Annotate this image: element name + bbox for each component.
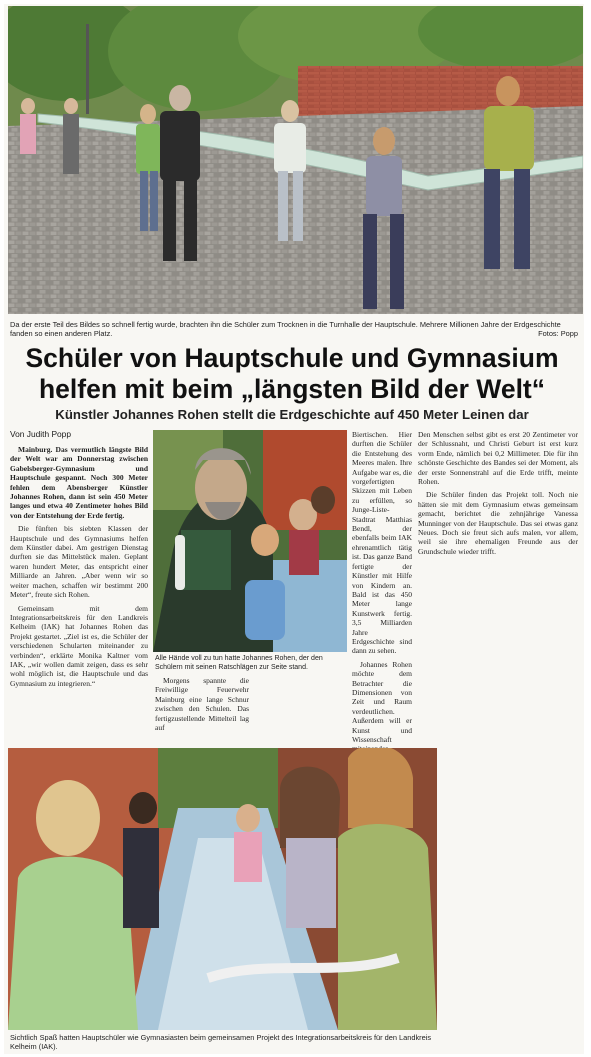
subheadline: Künstler Johannes Rohen stellt die Erdgeschichte auf 450 Meter Leinen dar [55, 407, 529, 422]
top-photo-caption-text: Da der erste Teil des Bildes so schnell fertig wurde, brachten ihn die Schüler zum Trocknen in die Turnhalle der Hauptschule. Mehrere Millionen Jahre der Erdgeschichte fanden so einen anderen Platz. [10, 320, 561, 338]
paragraph: Johannes Rohen möchte dem Betrachter die Dimensionen von Zeit und Raum verdeutlichen. Außerdem will er Kunst und Wissenschaft [352, 659, 412, 744]
top-photo [8, 6, 583, 314]
paragraph: Die Schüler finden das Projekt toll. Noch nie hätten sie mit dem Gymnasium etwas gemeinsam gemacht, berichtet die zehnjährige Vanessa Munninger von der Hauptschule. Das sei etwas ganz Neues. Doch sie freut sich aufs malen, vor allem, weil sie ihre ehemaligen Freunde aus der Grundschule wieder trifft. [418, 490, 578, 556]
lead-paragraph: Mainburg. Das vermutlich längste Bild der Welt war am Donnerstag zwischen Gabelsberger-Gymnasium und Hauptschule gespannt. Noch 300 Meter fehlen dem Abensberger Künstler Johannes Rohen, dann ist sein 450 Meter langes und etwa 40 Zentimeter hohes Bild von der Entstehung der Erde fertig. [10, 445, 148, 520]
top-photo-caption [10, 320, 578, 338]
paragraph: Gemeinsam mit dem Integrationsarbeitskreis für den Landkreis Kelheim (IAK) hat Johannes Rohen das Projekt gestartet. „Ziel ist es, die Schüler der verschiedenen Schularten miteinander zu verbinden“, erklärte Monika Kaltner vom IAK, „wir wollen damit zeigen, dass es sehr wohl möglich ist, die Hauptschule und das Gymnasium zu integrieren.“ [10, 603, 148, 688]
bottom-photo-caption: Sichtlich Spaß hatten Hauptschüler wie Gymnasiasten beim gemeinsamen Projekt des Integrationsarbeitskreis für den Landkreis Kelheim (IAK). [10, 1033, 432, 1051]
bottom-photo [8, 748, 437, 1030]
middle-photo [153, 430, 347, 652]
article-column-2 [155, 676, 249, 736]
headline-line-2: helfen mit beim „längsten Bild der Welt“ [38, 374, 546, 404]
headline-line-1: Schüler von Hauptschule und Gymnasium [25, 343, 559, 373]
article-column-4 [418, 430, 578, 560]
paragraph: Morgens spannte die Freiwillige Feuerwehr Mainburg eine lange Schnur zwischen den Schulen. Das fertigzustellende Mittelteil lag auf [155, 676, 249, 733]
middle-photo-caption: Alle Hände voll zu tun hatte Johannes Rohen, der den Schülern mit seinen Ratschlägen zur Seite stand. [155, 655, 323, 671]
paragraph: Den Menschen selbst gibt es erst 20 Zentimeter vor der Schlussnaht, und Christi Geburt ist erst kurz vorm Ende, nämlich bei 0,2 Millimeter. Die für ihn schönste Geschichte des Bandes sei der Moment, als der erste Sonnenstrahl auf die Erde trifft, meinte Rohen. [418, 430, 578, 487]
article-column-1 [10, 445, 148, 692]
paragraph: Biertischen. Hier durften die Schüler die Entstehung des Meeres malen. Ihre Aufgabe war es, die vorgefertigten Skizzen mit Leben zu erfüllen, so Junge-Liste-Stadtrat Matthias Bendl, der ebenfalls beim IAK ehrenamtlich tätig ist. Das ganze Band fertigte der Künstler mit Hilfe von Kindern an. Bald ist das 450 Meter lange Kunstwerk fertig. 3,5 Milliarden Jahre Erdgeschichte sind dann zu sehen. [352, 430, 412, 656]
photo-credit: Fotos: Popp [538, 329, 578, 338]
byline: Von Judith Popp [10, 429, 72, 439]
paragraph: Die fünften bis siebten Klassen der Hauptschule und des Gymnasiums helfen dem Künstler dabei. Am gestrigen Dienstag durften sie das Mittelstück malen. Geplant waren hundert Meter, das entspricht einer Milliarde an Jahren. „Aber wenn wir so weiter machen, schaffen wir bestimmt 200 Meter“, freute sich Rohen. [10, 524, 148, 600]
